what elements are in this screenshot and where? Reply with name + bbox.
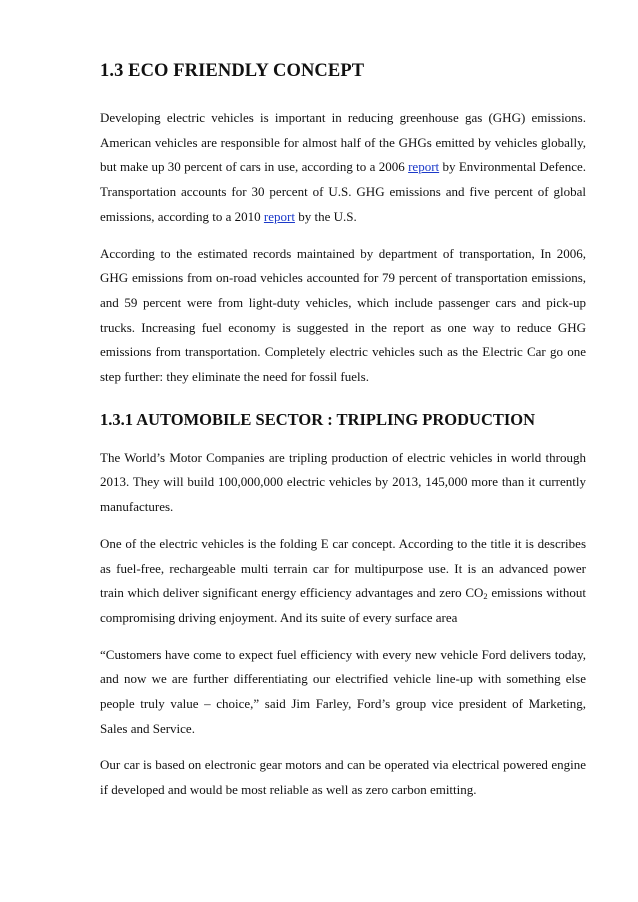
paragraph-our-car: Our car is based on electronic gear motors and can be operated via electrical powered engine if developed and would be most reliable as well as zero carbon emitting. (100, 757, 586, 798)
co2-subscript: 2 (483, 591, 488, 602)
paragraph-transport-emissions: According to the estimated records maintained by department of transportation, In 2006, GHG emissions from on-road vehicles accounted for 79 percent of transportation emissions, and 59 percent were from light-duty vehicles, which include passenger cars and pick-up trucks. Increasing fuel economy is suggested in the report as one way to reduce GHG emissions from transportation. Completely electric vehicles such as the Electric Car go one step further: they eliminate the need for fossil fuels. (100, 245, 586, 385)
paragraph-text: emissions without compromising driving enjoyment. And its suite of every surface area (100, 585, 587, 625)
paragraph-folding-ecar (100, 532, 586, 631)
report-link-2006[interactable]: report (408, 159, 440, 175)
paragraph-ghg-intro (100, 106, 586, 230)
paragraph-text: Developing electric vehicles is important in reducing greenhouse gas (GHG) emissions. American vehicles are responsible for almost half of the GHGs emitted by vehicles globally, but make up 30 percent of cars in use, according to a 2006 (100, 110, 586, 175)
paragraph-text: One of the electric vehicles is the folding E car concept. According to the title it is describes as fuel-free, rechargeable multi terrain car for multipurpose use. It is an advanced power train which deliver significant energy efficiency advantages and zero CO (100, 535, 586, 601)
paragraph-tripling-production: The World’s Motor Companies are tripling production of electric vehicles in world through 2013. They will build 100,000,000 electric vehicles by 2013, 145,000 more than it currently manufactures. (100, 449, 586, 515)
subsection-heading: 1.3.1 AUTOMOBILE SECTOR : TRIPLING PRODUCTION (100, 409, 536, 429)
report-link-2010[interactable]: report (263, 208, 295, 224)
paragraph-ford-quote: “Customers have come to expect fuel efficiency with every new vehicle Ford delivers today, and now we are further differentiating our electrified vehicle line-up with something else people truly value – choice,” said Jim Farley, Ford’s group vice president of Marketing, Sales and Service. (100, 646, 586, 736)
paragraph-text: by the U.S. (294, 208, 357, 224)
paragraph-text: by Environmental Defence. Transportation accounts for 30 percent of U.S. GHG emissions and five percent of global emissions, according to a 2010 (100, 159, 586, 224)
section-heading: 1.3 ECO FRIENDLY CONCEPT (100, 61, 365, 81)
